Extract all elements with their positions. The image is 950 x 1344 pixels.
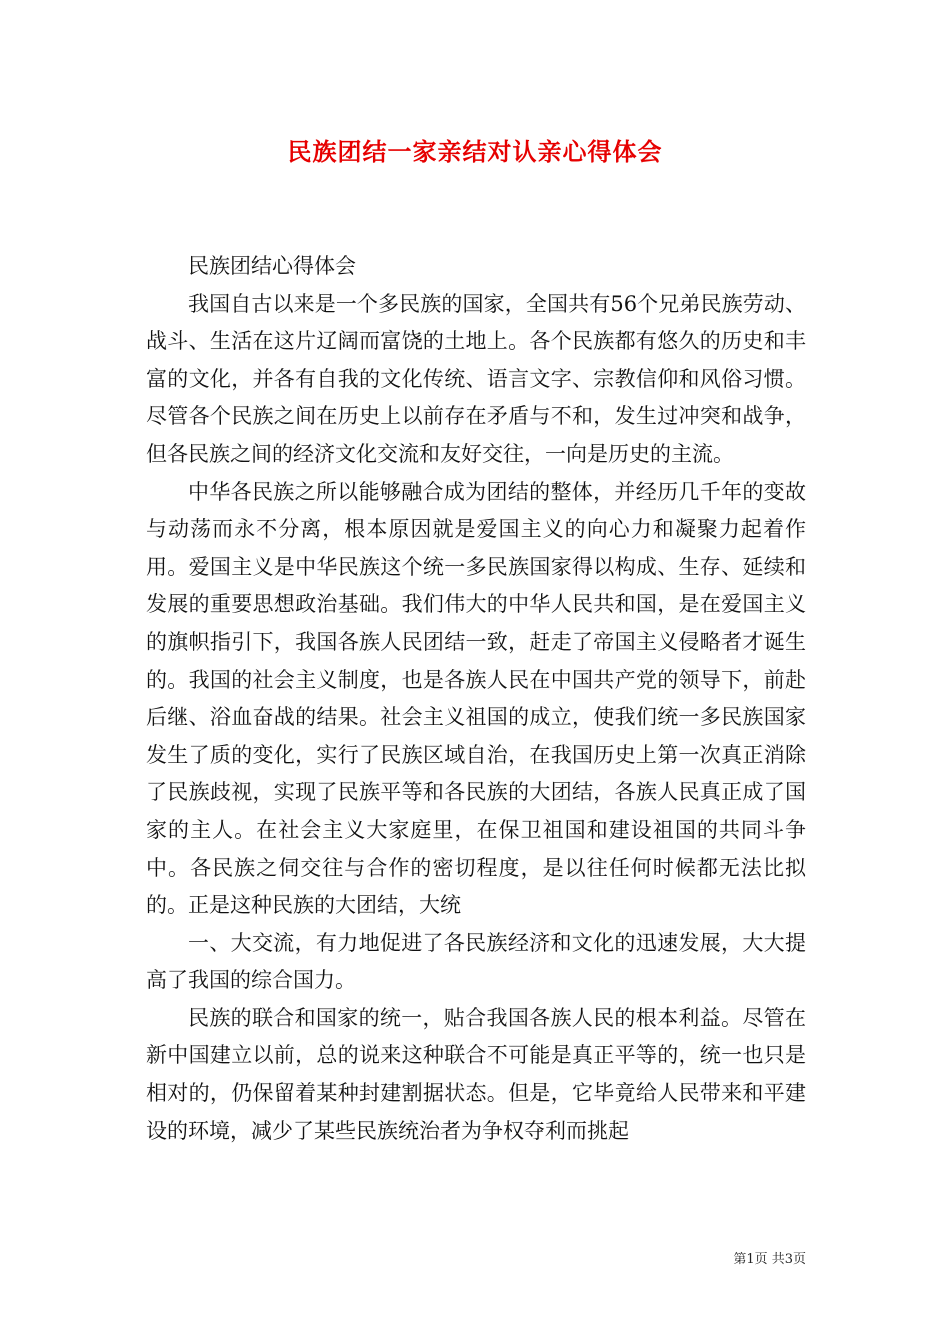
page-number: 第1页 共3页 (733, 1252, 806, 1267)
document-title: 民族团结一家亲结对认亲心得体会 (287, 137, 663, 166)
paragraph: 民族的联合和国家的统一，贴合我国各族人民的根本利益。尽管在新中国建立以前，总的说来这种联合不可能是真正平等的，统一也只是相对的，仍保留着某种封建割据状态。但是，它毕竟给人民带来和平建设的环境，减少了某些民族统治者为争权夺利而挑起 (146, 1005, 806, 1143)
paragraph-subtitle: 民族团结心得体会 (188, 254, 356, 278)
document-body (146, 248, 806, 1150)
paragraph: 中华各民族之所以能够融合成为团结的整体，并经历几千年的变故与动荡而永不分离，根本原因就是爱国主义的向心力和凝聚力起着作用。爱国主义是中华民族这个统一多民族国家得以构成、生存、延续和发展的重要思想政治基础。我们伟大的中华人民共和国，是在爱国主义的旗帜指引下，我国各族人民团结一致，赶走了帝国主义侵略者才诞生的。我国的社会主义制度，也是各族人民在中国共产党的领导下，前赴后继、浴血奋战的结果。社会主义祖国的成立，使我们统一多民族国家发生了质的变化，实行了民族区域自治，在我国历史上第一次真正消除了民族歧视，实现了民族平等和各民族的大团结，各族人民真正成了国家的主人。在社会主义大家庭里，在保卫祖国和建设祖国的共同斗争中。各民族之伺交往与合作的密切程度，是以往任何时候都无法比拟的。正是这种民族的大团结，大统 (146, 479, 806, 918)
paragraph: 我国自古以来是一个多民族的国家，全国共有56个兄弟民族劳动、战斗、生活在这片辽阔而富饶的土地上。各个民族都有悠久的历史和丰富的文化，并各有自我的文化传统、语言文字、宗教信仰和风俗习惯。尽管各个民族之间在历史上以前存在矛盾与不和，发生过冲突和战争，但各民族之间的经济文化交流和友好交往，一向是历史的主流。 (146, 291, 806, 466)
paragraph: 一、大交流，有力地促进了各民族经济和文化的迅速发展，大大提高了我国的综合国力。 (146, 930, 806, 993)
